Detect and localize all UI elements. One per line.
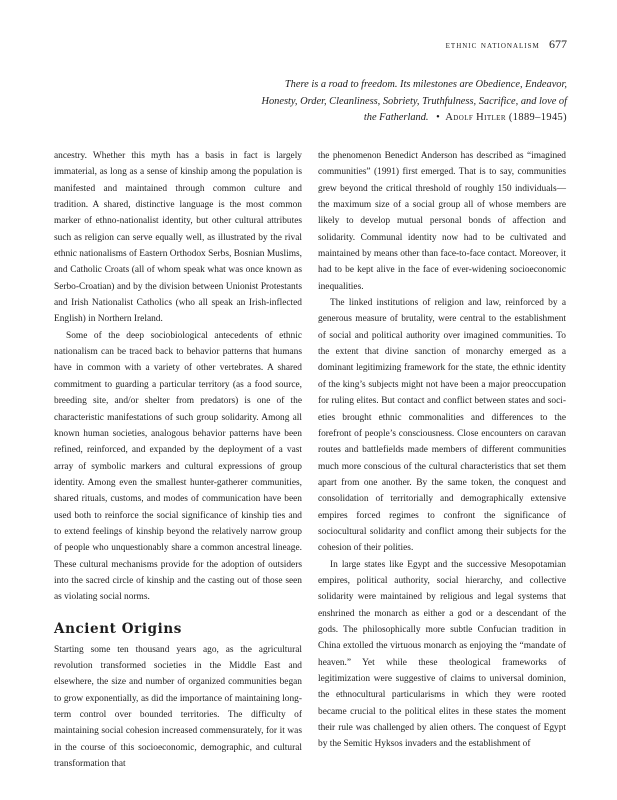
left-paragraph-1: ancestry. Whether this myth has a basis in fact is largely immaterial, as long as a sense of kinship among the population is manifested and maintained through common culture and tradition. A shared, distinctive language is the most common marker of ethno-nationalist identity, but other cultural attributes such as religion can serve equally well, as illustrated by the rival ethnic nationalisms of Eastern Orthodox Serbs, Bosnian Muslims, and Catholic Croats (all of whom speak what was once known as Serbo-Croatian) and by the division between Unionist Protestants and Irish Nationalist Catholics (who all speak an Irish-inflected English) in Northern Ireland. xyxy=(54,151,302,325)
page-number: 677 xyxy=(549,37,567,51)
epigraph-quote: There is a road to freedom. Its milestones are Obedience, Endeavor, Honesty, Order, Cleanliness, Sobriety, Truthfulness, Sacrifice, and love of the Fatherland. xyxy=(261,79,567,124)
running-head xyxy=(446,37,567,52)
running-head-title: ethnic nationalism xyxy=(445,40,540,51)
left-column xyxy=(54,148,302,772)
left-paragraph-2: Some of the deep sociobiological antecedents of ethnic nationalism can be traced back to behavior patterns that humans have in common with a variety of other vertebrates. A shared commitment to guarding a particular territory (as a food source, breeding site, and/or shelter from predators) is one of the characteristic manifestations of such group solidarity. Among all known human societies, analogous behavior patterns have been refined, reinforced, and expanded by the deployment of a vast array of symbolic markers and cultural expressions of group identity. Among even the smallest hunter-gatherer communities, shared rituals, customs, and modes of communication have been used both to reinforce the social significance of kinship ties and to extend feelings of kinship beyond the relatively narrow group of people who unquestionably share a common ancestral lineage. These cultural mechanisms provide for the adoption of outsiders into the sacred circle of kinship and the casting out of those seen as violating social norms. xyxy=(54,330,302,603)
left-paragraph-3: Starting some ten thousand years ago, as the agricultural revolution transformed societies in the Middle East and elsewhere, the size and number of organized communities began to grow exponentially, as did the importance of maintaining long-term control over bounded territories. The difficulty of maintaining social cohesion increased commensurately, for it was in the course of this socioeconomic, demographic, and cultural transformation that xyxy=(54,644,302,770)
right-column xyxy=(318,148,566,753)
section-heading: Ancient Origins xyxy=(54,620,182,637)
epigraph xyxy=(257,77,567,127)
epigraph-bullet: • xyxy=(436,112,440,124)
right-paragraph-2: The linked institutions of religion and law, reinforced by a generous measure of brutality, were central to the establishment of social and political authority over imagined communities. To the extent that divine sanction of monarchy emerged as a dominant legitimizing framework for the state, the ethnic identity of the king’s subjects might not have been a major preoccupation for ruling elites. But contact and conflict between states and societies brought ethnic commonalities and differences to the forefront of people’s consciousness. Close encounters on caravan routes and battlefields made members of different communities much more conscious of the cultural characteristics that set them apart from one another. By the same token, the conquest and consolidation of territorially and demographically extensive empires forced regimes to confront the significance of sociocultural solidarity and conflict among their subjects for the cohesion of their polities. xyxy=(318,298,566,554)
right-paragraph-1: the phenomenon Benedict Anderson has described as “imagined communities” (1991) first emerged. That is to say, communities grew beyond the critical threshold of roughly 150 individuals—the maximum size of a social group all of whose members are likely to develop mutual personal bonds of affection and solidarity. Communal identity now had to be cultivated and maintained by means other than face-to-face contact. Moreover, it had to be kept alive in the face of ever-widening socioeconomic inequalities. xyxy=(318,151,566,292)
right-paragraph-3: In large states like Egypt and the successive Mesopotamian empires, political authority, social hierarchy, and collective solidarity were maintained by religious and legal systems that enshrined the monarch as either a god or a descendant of the gods. The philosophically more subtle Confucian tradition in China extolled the virtuous monarch as enjoying the “mandate of heaven.” Yet while these theological frameworks of legitimization were suggestive of claims to universal dominion, the ethnocultural particularisms in which they were rooted became crucial to the political elites in these states the moment their rule was challenged by alien others. The conquest of Egypt by the Semitic Hyksos invaders and the establishment of xyxy=(318,559,566,750)
epigraph-attribution: Adolf Hitler (1889–1945) xyxy=(445,112,567,124)
